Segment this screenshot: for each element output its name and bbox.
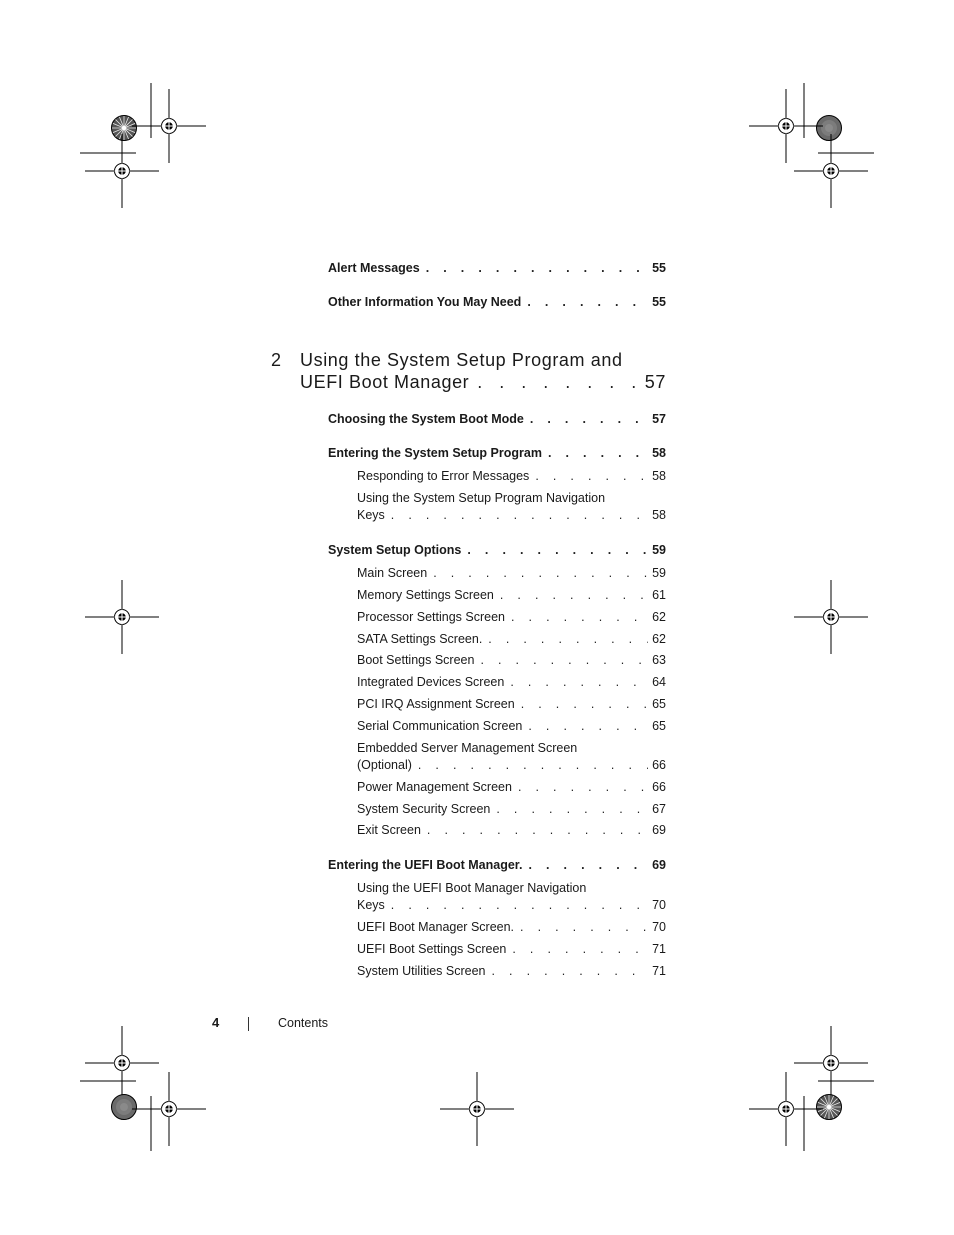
toc-entry-main-screen[interactable] <box>357 565 666 582</box>
toc-entry-other-information[interactable] <box>328 294 666 311</box>
chapter-title-label: UEFI Boot Manager <box>300 372 470 392</box>
toc-entry-uefi-boot-manager-screen[interactable] <box>357 919 666 936</box>
toc-entry-page: 57 <box>652 412 666 426</box>
toc-entry-power-management[interactable] <box>357 779 666 796</box>
toc-entry-label: Integrated Devices Screen <box>357 675 505 689</box>
toc-entry-sata-settings[interactable] <box>357 631 666 648</box>
dot-leader <box>518 779 648 796</box>
footer-section-label: Contents <box>278 1016 329 1030</box>
toc-entry-embedded-mgmt-line1[interactable]: Embedded Server Management Screen <box>357 741 578 755</box>
toc-entry-pci-irq[interactable] <box>357 696 666 713</box>
toc-entry-label: Keys <box>357 508 385 522</box>
toc-entry-label: PCI IRQ Assignment Screen <box>357 697 515 711</box>
toc-entry-label: (Optional) <box>357 758 412 772</box>
toc-entry-page: 59 <box>652 543 666 557</box>
toc-entry-memory-settings[interactable] <box>357 587 666 604</box>
toc-entry-page: 62 <box>652 632 666 646</box>
toc-entry-label: Exit Screen <box>357 823 421 837</box>
toc-entry-page: 65 <box>652 697 666 711</box>
toc-entry-entering-uefi[interactable] <box>328 857 666 874</box>
toc-entry-embedded-mgmt[interactable] <box>357 757 666 774</box>
toc-entry-choosing-boot-mode[interactable] <box>328 411 666 428</box>
toc-entry-setup-options[interactable] <box>328 542 666 559</box>
toc-entry-label: System Utilities Screen <box>357 964 486 978</box>
dot-leader <box>426 260 648 277</box>
dot-leader <box>521 696 648 713</box>
toc-entry-page: 66 <box>652 758 666 772</box>
toc-entry-alert-messages[interactable] <box>328 260 666 277</box>
toc-entry-label: System Setup Options <box>328 543 462 557</box>
dot-leader <box>511 609 648 626</box>
toc-entry-page: 70 <box>652 920 666 934</box>
chapter-number: 2 <box>271 350 282 370</box>
toc-entry-integrated-devices[interactable] <box>357 674 666 691</box>
toc-entry-label: Serial Communication Screen <box>357 719 523 733</box>
toc-entry-label: Main Screen <box>357 566 428 580</box>
toc-entry-processor-settings[interactable] <box>357 609 666 626</box>
toc-entry-page: 63 <box>652 653 666 667</box>
toc-entry-label: SATA Settings Screen. <box>357 632 483 646</box>
dot-leader <box>488 631 648 648</box>
dot-leader <box>467 542 648 559</box>
dot-leader <box>480 652 648 669</box>
dot-leader <box>492 963 648 980</box>
toc-entry-uefi-nav-keys-line1[interactable]: Using the UEFI Boot Manager Navigation <box>357 881 587 895</box>
toc-entry-label: System Security Screen <box>357 802 491 816</box>
toc-entry-page: 55 <box>652 261 666 275</box>
toc-entry-label: Entering the UEFI Boot Manager. <box>328 858 523 872</box>
dot-leader <box>427 822 648 839</box>
toc-entry-page: 64 <box>652 675 666 689</box>
toc-entry-page: 69 <box>652 823 666 837</box>
toc-entry-page: 71 <box>652 964 666 978</box>
toc-entry-page: 69 <box>652 858 666 872</box>
toc-entry-page: 61 <box>652 588 666 602</box>
toc-entry-page: 58 <box>652 446 666 460</box>
toc-entry-label: Power Management Screen <box>357 780 512 794</box>
toc-entry-system-security[interactable] <box>357 801 666 818</box>
toc-entry-setup-nav-keys[interactable] <box>357 507 666 524</box>
footer-divider <box>248 1017 249 1031</box>
toc-entry-page: 58 <box>652 469 666 483</box>
toc-entry-label: UEFI Boot Manager Screen. <box>357 920 515 934</box>
chapter-title-line2[interactable] <box>300 371 666 393</box>
toc-entry-page: 71 <box>652 942 666 956</box>
toc-entry-page: 70 <box>652 898 666 912</box>
dot-leader <box>528 718 648 735</box>
dot-leader <box>433 565 648 582</box>
dot-leader <box>528 857 648 874</box>
toc-entry-serial-communication[interactable] <box>357 718 666 735</box>
dot-leader <box>520 919 648 936</box>
toc-entry-page: 67 <box>652 802 666 816</box>
toc-entry-label: Memory Settings Screen <box>357 588 494 602</box>
toc-entry-setup-nav-keys-line1[interactable]: Using the System Setup Program Navigation <box>357 491 606 505</box>
dot-leader <box>548 445 648 462</box>
dot-leader <box>391 897 648 914</box>
toc-entry-exit-screen[interactable] <box>357 822 666 839</box>
toc-entry-entering-setup[interactable] <box>328 445 666 462</box>
dot-leader <box>496 801 648 818</box>
toc-entry-label: Processor Settings Screen <box>357 610 505 624</box>
toc-entry-label: Boot Settings Screen <box>357 653 475 667</box>
toc-entry-label: Entering the System Setup Program <box>328 446 542 460</box>
footer-page-number: 4 <box>212 1015 220 1030</box>
dot-leader <box>530 411 648 428</box>
toc-entry-boot-settings[interactable] <box>357 652 666 669</box>
toc-entry-label: UEFI Boot Settings Screen <box>357 942 507 956</box>
toc-entry-page: 58 <box>652 508 666 522</box>
toc-entry-system-utilities[interactable] <box>357 963 666 980</box>
toc-entry-uefi-boot-settings[interactable] <box>357 941 666 958</box>
toc-entry-label: Choosing the System Boot Mode <box>328 412 524 426</box>
chapter-page: 57 <box>644 372 666 392</box>
toc-entry-page: 55 <box>652 295 666 309</box>
dot-leader <box>500 587 648 604</box>
toc-entry-label: Responding to Error Messages <box>357 469 530 483</box>
toc-entry-page: 65 <box>652 719 666 733</box>
dot-leader <box>510 674 648 691</box>
toc-entry-label: Alert Messages <box>328 261 420 275</box>
dot-leader <box>418 757 648 774</box>
dot-leader <box>527 294 648 311</box>
dot-leader <box>391 507 648 524</box>
toc-entry-label: Keys <box>357 898 385 912</box>
chapter-title-line1[interactable]: Using the System Setup Program and <box>300 350 623 370</box>
toc-entry-responding-error[interactable] <box>357 468 666 485</box>
dot-leader <box>477 371 638 393</box>
toc-entry-page: 62 <box>652 610 666 624</box>
toc-entry-uefi-nav-keys[interactable] <box>357 897 666 914</box>
toc-entry-label: Other Information You May Need <box>328 295 522 309</box>
dot-leader <box>535 468 648 485</box>
toc-entry-page: 66 <box>652 780 666 794</box>
toc-entry-page: 59 <box>652 566 666 580</box>
dot-leader <box>512 941 648 958</box>
